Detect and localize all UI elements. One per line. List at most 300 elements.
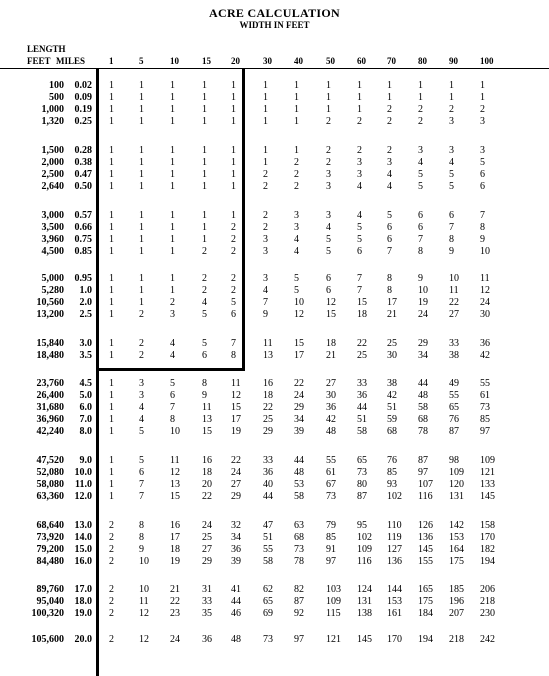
acre-value: 68 [387, 426, 397, 437]
acre-value: 8 [202, 378, 207, 389]
acre-value: 17 [231, 414, 241, 425]
acre-value: 31 [202, 584, 212, 595]
acre-value: 1 [231, 80, 236, 91]
acre-value: 1 [387, 80, 392, 91]
acre-value: 184 [418, 608, 433, 619]
acre-value: 131 [357, 596, 372, 607]
acre-value: 36 [357, 390, 367, 401]
acre-value: 12 [139, 608, 149, 619]
acre-value: 2 [109, 544, 114, 555]
acre-value: 1 [263, 157, 268, 168]
acre-value: 2 [480, 104, 485, 115]
acre-value: 11 [231, 378, 241, 389]
acre-value: 9 [202, 390, 207, 401]
acre-value: 1 [109, 491, 114, 502]
acre-value: 23 [170, 608, 180, 619]
acre-value: 1 [139, 116, 144, 127]
length-feet: 4,500 [41, 246, 64, 257]
acre-value: 5 [480, 157, 485, 168]
acre-value: 109 [326, 596, 341, 607]
acre-value: 63 [294, 520, 304, 531]
acre-value: 73 [294, 544, 304, 555]
acre-value: 44 [294, 455, 304, 466]
acre-value: 1 [109, 234, 114, 245]
acre-value: 22 [449, 297, 459, 308]
acre-value: 30 [480, 309, 490, 320]
acre-value: 24 [480, 297, 490, 308]
acre-value: 1 [326, 92, 331, 103]
acre-value: 175 [449, 556, 464, 567]
acre-value: 12 [294, 309, 304, 320]
acre-value: 25 [357, 350, 367, 361]
acre-value: 1 [231, 210, 236, 221]
acre-value: 5 [449, 181, 454, 192]
acre-value: 3 [139, 378, 144, 389]
acre-value: 7 [231, 338, 236, 349]
acre-value: 145 [418, 544, 433, 555]
table-title: ACRE CALCULATION [209, 6, 340, 20]
length-feet: 100 [49, 80, 64, 91]
acre-value: 4 [387, 181, 392, 192]
acre-value: 1 [109, 297, 114, 308]
acre-value: 22 [263, 402, 273, 413]
acre-value: 34 [418, 350, 428, 361]
acre-value: 29 [202, 556, 212, 567]
acre-value: 6 [480, 169, 485, 180]
acre-value: 13 [263, 350, 273, 361]
acre-value: 58 [418, 402, 428, 413]
acre-value: 2 [202, 285, 207, 296]
acre-value: 55 [263, 544, 273, 555]
acre-value: 1 [449, 92, 454, 103]
acre-value: 73 [480, 402, 490, 413]
length-feet: 68,640 [36, 520, 64, 531]
length-miles: 9.0 [79, 455, 92, 466]
length-miles: 15.0 [74, 544, 92, 555]
acre-value: 10 [294, 297, 304, 308]
acre-value: 1 [202, 234, 207, 245]
acre-value: 121 [480, 467, 495, 478]
acre-value: 136 [387, 556, 402, 567]
acre-value: 2 [418, 116, 423, 127]
acre-value: 1 [231, 116, 236, 127]
acre-value: 2 [387, 104, 392, 115]
acre-value: 158 [480, 520, 495, 531]
acre-value: 5 [170, 378, 175, 389]
acre-value: 1 [263, 80, 268, 91]
acre-value: 7 [480, 210, 485, 221]
acre-value: 76 [449, 414, 459, 425]
acre-value: 1 [109, 80, 114, 91]
acre-value: 164 [449, 544, 464, 555]
acre-value: 2 [357, 145, 362, 156]
length-feet: 2,000 [41, 157, 64, 168]
acre-value: 3 [263, 246, 268, 257]
length-miles: 0.66 [74, 222, 92, 233]
acre-value: 1 [170, 80, 175, 91]
width-header: 100 [480, 56, 494, 66]
acre-value: 8 [387, 273, 392, 284]
acre-value: 4 [357, 210, 362, 221]
acre-value: 1 [294, 145, 299, 156]
acre-value: 124 [357, 584, 372, 595]
acre-value: 7 [139, 479, 144, 490]
acre-value: 21 [170, 584, 180, 595]
acre-value: 59 [387, 414, 397, 425]
acre-value: 5 [294, 285, 299, 296]
length-feet: 1,500 [41, 145, 64, 156]
acre-value: 1 [139, 234, 144, 245]
acre-value: 1 [202, 222, 207, 233]
acre-value: 48 [326, 426, 336, 437]
acre-value: 22 [231, 455, 241, 466]
acre-value: 3 [480, 116, 485, 127]
length-feet: 5,000 [41, 273, 64, 284]
acre-value: 2 [170, 297, 175, 308]
length-miles: 13.0 [74, 520, 92, 531]
acre-value: 1 [109, 309, 114, 320]
acre-value: 6 [202, 350, 207, 361]
acre-value: 19 [231, 426, 241, 437]
acre-value: 16 [170, 520, 180, 531]
acre-value: 1 [139, 246, 144, 257]
acre-value: 98 [449, 455, 459, 466]
acre-value: 65 [357, 455, 367, 466]
acre-value: 42 [387, 390, 397, 401]
acre-value: 6 [326, 285, 331, 296]
acre-value: 3 [139, 390, 144, 401]
acre-value: 7 [357, 285, 362, 296]
acre-value: 35 [202, 608, 212, 619]
acre-value: 1 [387, 92, 392, 103]
acre-value: 1 [109, 414, 114, 425]
acre-value: 131 [449, 491, 464, 502]
acre-value: 145 [357, 634, 372, 645]
width-header: 40 [294, 56, 303, 66]
acre-value: 1 [231, 104, 236, 115]
acre-value: 1 [109, 479, 114, 490]
acre-value: 5 [326, 246, 331, 257]
acre-value: 2 [263, 210, 268, 221]
acre-value: 39 [294, 426, 304, 437]
acre-value: 12 [170, 467, 180, 478]
acre-value: 15 [294, 338, 304, 349]
acre-value: 116 [357, 556, 372, 567]
acre-value: 2 [109, 608, 114, 619]
width-header: 30 [263, 56, 272, 66]
acre-value: 27 [202, 544, 212, 555]
acre-value: 36 [202, 634, 212, 645]
length-miles: 0.95 [74, 273, 92, 284]
length-miles: 5.0 [79, 390, 92, 401]
acre-value: 18 [326, 338, 336, 349]
width-header: 5 [139, 56, 144, 66]
length-miles: 16.0 [74, 556, 92, 567]
acre-value: 42 [326, 414, 336, 425]
acre-value: 11 [139, 596, 149, 607]
acre-value: 24 [294, 390, 304, 401]
acre-value: 1 [139, 169, 144, 180]
acre-value: 49 [449, 378, 459, 389]
acre-value: 1 [357, 80, 362, 91]
acre-value: 6 [139, 467, 144, 478]
acre-value: 7 [449, 222, 454, 233]
acre-value: 5 [294, 273, 299, 284]
acre-value: 16 [202, 455, 212, 466]
acre-value: 8 [139, 532, 144, 543]
acre-value: 34 [294, 414, 304, 425]
acre-value: 73 [326, 491, 336, 502]
acre-value: 8 [139, 520, 144, 531]
acre-value: 6 [387, 234, 392, 245]
length-miles: 0.50 [74, 181, 92, 192]
acre-value: 80 [357, 479, 367, 490]
acre-value: 185 [449, 584, 464, 595]
acre-value: 97 [294, 634, 304, 645]
acre-value: 133 [480, 479, 495, 490]
length-miles: 20.0 [74, 634, 92, 645]
acre-value: 1 [109, 116, 114, 127]
length-header: LENGTH [27, 44, 66, 54]
acre-value: 2 [139, 350, 144, 361]
acre-value: 1 [418, 92, 423, 103]
acre-value: 12 [326, 297, 336, 308]
acre-value: 15 [326, 309, 336, 320]
acre-value: 3 [170, 309, 175, 320]
acre-value: 119 [387, 532, 402, 543]
acre-value: 103 [326, 584, 341, 595]
acre-value: 22 [294, 378, 304, 389]
acre-value: 15 [231, 402, 241, 413]
width-header: 80 [418, 56, 427, 66]
acre-value: 1 [170, 285, 175, 296]
acre-value: 1 [263, 116, 268, 127]
length-feet: 58,080 [36, 479, 64, 490]
acre-value: 87 [357, 491, 367, 502]
acre-value: 115 [326, 608, 341, 619]
acre-value: 29 [231, 491, 241, 502]
acre-value: 8 [480, 222, 485, 233]
acre-value: 11 [263, 338, 273, 349]
acre-value: 69 [263, 608, 273, 619]
acre-value: 55 [480, 378, 490, 389]
acre-value: 1 [109, 169, 114, 180]
acre-value: 1 [231, 181, 236, 192]
acre-value: 142 [449, 520, 464, 531]
acre-value: 2 [387, 116, 392, 127]
acre-value: 4 [139, 402, 144, 413]
acre-value: 7 [387, 246, 392, 257]
acre-value: 1 [170, 145, 175, 156]
acre-value: 30 [387, 350, 397, 361]
acre-value: 1 [139, 222, 144, 233]
length-miles: 12.0 [74, 491, 92, 502]
acre-value: 7 [357, 273, 362, 284]
acre-value: 1 [109, 350, 114, 361]
acre-value: 2 [109, 584, 114, 595]
length-miles: 2.0 [79, 297, 92, 308]
acre-value: 1 [326, 104, 331, 115]
acre-value: 18 [202, 467, 212, 478]
acre-value: 10 [139, 584, 149, 595]
acre-value: 97 [326, 556, 336, 567]
acre-value: 2 [109, 596, 114, 607]
acre-value: 1 [109, 390, 114, 401]
acre-value: 1 [170, 92, 175, 103]
acre-value: 1 [109, 402, 114, 413]
acre-value: 1 [263, 104, 268, 115]
acre-value: 38 [387, 378, 397, 389]
length-miles: 2.5 [79, 309, 92, 320]
acre-value: 1 [109, 157, 114, 168]
acre-value: 8 [449, 234, 454, 245]
length-feet: 26,400 [36, 390, 64, 401]
acre-value: 17 [170, 532, 180, 543]
length-miles: 3.0 [79, 338, 92, 349]
acre-value: 2 [326, 116, 331, 127]
acre-value: 30 [326, 390, 336, 401]
acre-value: 76 [387, 455, 397, 466]
acre-value: 6 [418, 210, 423, 221]
acre-value: 206 [480, 584, 495, 595]
acre-value: 40 [263, 479, 273, 490]
acre-value: 6 [387, 222, 392, 233]
acre-value: 1 [202, 210, 207, 221]
acre-value: 4 [263, 285, 268, 296]
acre-value: 138 [357, 608, 372, 619]
acre-value: 1 [139, 104, 144, 115]
acre-value: 230 [480, 608, 495, 619]
acre-value: 2 [294, 157, 299, 168]
acre-value: 25 [387, 338, 397, 349]
length-miles: 8.0 [79, 426, 92, 437]
acre-value: 2 [263, 222, 268, 233]
miles-header: MILES [56, 56, 86, 66]
acre-value: 62 [263, 584, 273, 595]
acre-value: 2 [231, 222, 236, 233]
acre-value: 29 [263, 426, 273, 437]
acre-value: 39 [231, 556, 241, 567]
length-feet: 3,000 [41, 210, 64, 221]
acre-value: 1 [294, 92, 299, 103]
acre-value: 5 [139, 455, 144, 466]
acre-value: 1 [202, 169, 207, 180]
acre-value: 1 [231, 92, 236, 103]
acre-value: 58 [263, 556, 273, 567]
acre-value: 4 [170, 350, 175, 361]
acre-value: 1 [139, 145, 144, 156]
acre-value: 22 [357, 338, 367, 349]
acre-value: 9 [139, 544, 144, 555]
acre-value: 1 [294, 104, 299, 115]
acre-value: 1 [202, 80, 207, 91]
acre-value: 65 [449, 402, 459, 413]
acre-value: 1 [231, 169, 236, 180]
length-divider [96, 68, 99, 676]
acre-value: 51 [387, 402, 397, 413]
acre-value: 7 [170, 402, 175, 413]
acre-value: 2 [294, 169, 299, 180]
acre-value: 3 [294, 222, 299, 233]
acre-value: 1 [139, 285, 144, 296]
acre-value: 21 [387, 309, 397, 320]
length-feet: 2,500 [41, 169, 64, 180]
acre-value: 6 [231, 309, 236, 320]
acre-value: 33 [202, 596, 212, 607]
acre-value: 42 [480, 350, 490, 361]
acre-value: 5 [418, 169, 423, 180]
acre-value: 1 [294, 80, 299, 91]
acre-value: 10 [449, 273, 459, 284]
acre-value: 58 [357, 426, 367, 437]
acre-value: 1 [109, 210, 114, 221]
acre-value: 7 [263, 297, 268, 308]
table-subtitle: WIDTH IN FEET [239, 20, 310, 30]
acre-value: 85 [387, 467, 397, 478]
acre-value: 10 [170, 426, 180, 437]
acre-value: 97 [480, 426, 490, 437]
acre-value: 18 [263, 390, 273, 401]
length-miles: 11.0 [75, 479, 92, 490]
length-feet: 73,920 [36, 532, 64, 543]
acre-value: 109 [357, 544, 372, 555]
acre-value: 1 [139, 210, 144, 221]
acre-value: 1 [139, 297, 144, 308]
acre-value: 4 [294, 246, 299, 257]
acre-value: 1 [109, 181, 114, 192]
acre-value: 153 [387, 596, 402, 607]
acre-value: 68 [294, 532, 304, 543]
acre-value: 6 [170, 390, 175, 401]
length-feet: 500 [49, 92, 64, 103]
acre-value: 2 [231, 246, 236, 257]
acre-value: 1 [231, 145, 236, 156]
acre-value: 107 [418, 479, 433, 490]
acre-value: 126 [418, 520, 433, 531]
acre-value: 4 [170, 338, 175, 349]
acre-value: 109 [480, 455, 495, 466]
length-feet: 95,040 [36, 596, 64, 607]
length-miles: 0.57 [74, 210, 92, 221]
acre-value: 3 [263, 234, 268, 245]
acre-value: 194 [480, 556, 495, 567]
acre-value: 2 [109, 532, 114, 543]
acre-value: 6 [480, 181, 485, 192]
acre-value: 1 [449, 80, 454, 91]
acre-value: 6 [418, 222, 423, 233]
acre-value: 242 [480, 634, 495, 645]
acre-value: 2 [231, 273, 236, 284]
acre-value: 10 [139, 556, 149, 567]
length-feet: 47,520 [36, 455, 64, 466]
acre-value: 24 [170, 634, 180, 645]
length-feet: 1,320 [41, 116, 64, 127]
length-feet: 100,320 [31, 608, 64, 619]
acre-value: 25 [202, 532, 212, 543]
acre-value: 12 [139, 634, 149, 645]
acre-value: 78 [294, 556, 304, 567]
acre-value: 36 [326, 402, 336, 413]
acre-value: 1 [170, 222, 175, 233]
acre-value: 48 [231, 634, 241, 645]
acre-value: 1 [139, 181, 144, 192]
width-header: 60 [357, 56, 366, 66]
acre-value: 1 [109, 378, 114, 389]
acre-value: 87 [294, 596, 304, 607]
acre-value: 1 [170, 116, 175, 127]
acre-value: 6 [449, 210, 454, 221]
acre-value: 1 [357, 92, 362, 103]
